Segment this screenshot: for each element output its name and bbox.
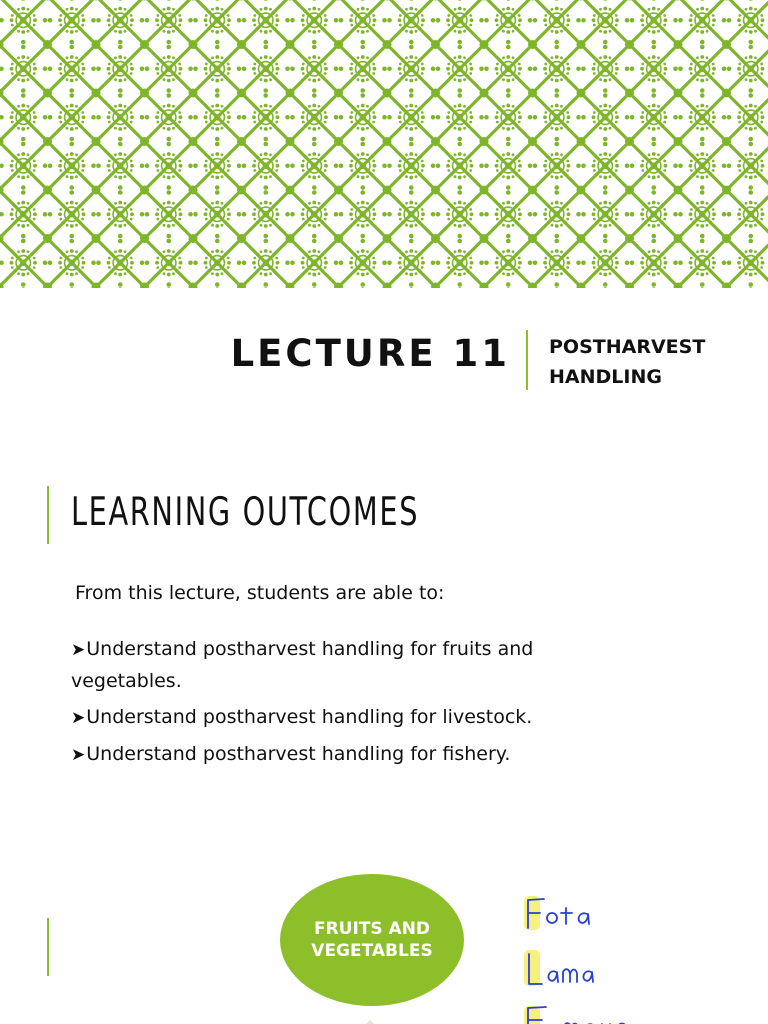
- handwritten-letter: [548, 971, 558, 982]
- section-accent-bar: [47, 918, 49, 976]
- bullet-text: Understand postharvest handling for livestock.: [86, 706, 533, 728]
- circle-line-1: FRUITS AND: [313, 919, 431, 939]
- intro-text: From this lecture, students are able to:: [75, 582, 445, 604]
- learning-outcomes-slide: [0, 470, 768, 810]
- highlight-mark: [524, 1006, 540, 1024]
- fruits-vegetables-slide: [0, 860, 768, 1024]
- title-slide: [0, 288, 768, 438]
- bullet-text: Understand postharvest handling for fishery.: [86, 743, 511, 765]
- fruits-vegetables-circle: [280, 874, 464, 1006]
- handwritten-letter: [563, 969, 577, 982]
- arrowhead-bullet-icon: ➤: [71, 745, 86, 765]
- pattern-graphic: [0, 0, 768, 288]
- next-shape-fragment: [355, 1010, 385, 1024]
- decorative-pattern-banner: [0, 0, 768, 288]
- lecture-title: LECTURE 11: [230, 332, 510, 375]
- outcomes-list: [71, 634, 591, 776]
- handwritten-letter: [561, 908, 572, 924]
- list-item: [71, 634, 591, 697]
- list-item: [71, 739, 591, 771]
- heading-accent-bar: [47, 486, 49, 544]
- handwritten-letter: [547, 913, 557, 923]
- handwritten-letter: [579, 913, 589, 924]
- subtitle-line-2: HANDLING: [549, 366, 662, 388]
- bullet-text: Understand postharvest handling for fruits and vegetables.: [71, 638, 534, 692]
- list-item: [71, 702, 591, 734]
- arrowhead-bullet-icon: ➤: [71, 640, 86, 660]
- circle-line-2: VEGETABLES: [311, 941, 433, 961]
- outcomes-heading: LEARNING OUTCOMES: [71, 490, 420, 535]
- handwritten-notes: [518, 880, 758, 1024]
- highlight-mark: [524, 950, 540, 986]
- handwritten-letter: [583, 971, 593, 982]
- arrowhead-bullet-icon: ➤: [71, 708, 86, 728]
- subtitle-line-1: POSTHARVEST: [549, 336, 706, 358]
- title-divider: [526, 330, 528, 390]
- lecture-subtitle: [549, 332, 705, 392]
